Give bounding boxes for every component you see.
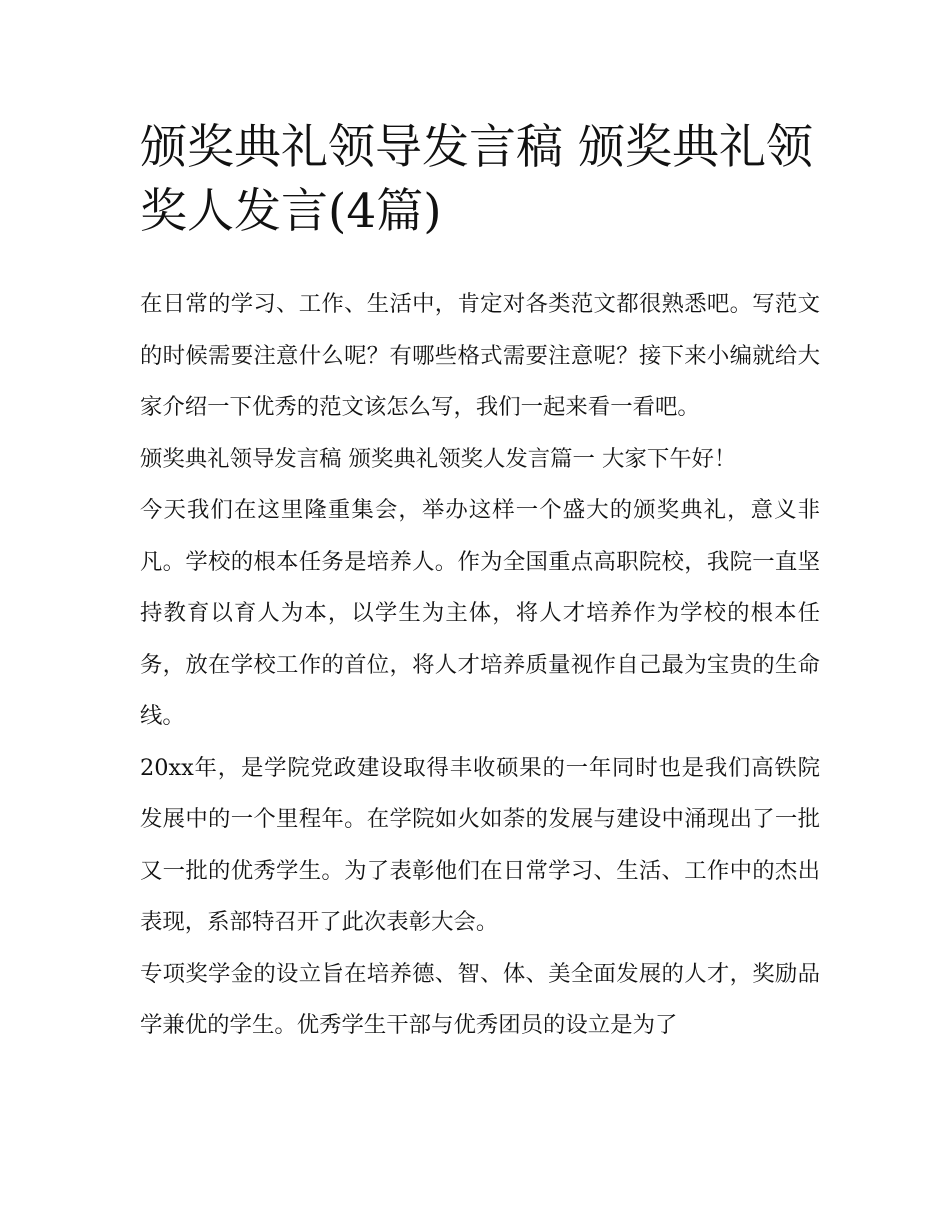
paragraph-significance: 今天我们在这里隆重集会，举办这样一个盛大的颁奖典礼，意义非凡。学校的根本任务是培养人。作为全国重点高职院校，我院一直坚持教育以育人为本，以学生为主体，将人才培养作为学校的根本任务，放在学校工作的首位，将人才培养质量视作自己最为宝贵的生命线。 [140,497,820,729]
document-body [140,279,820,1052]
paragraph-milestone-year: 20xx年，是学院党政建设取得丰收硕果的一年同时也是我们高铁院发展中的一个里程年。在学院如火如荼的发展与建设中涌现出了一批又一批的优秀学生。为了表彰他们在日常学习、生活、工作中的杰出表现，系部特召开了此次表彰大会。 [140,754,820,935]
document-title: 颁奖典礼领导发言稿 颁奖典礼领奖人发言(4篇) [140,120,813,239]
paragraph-section-heading: 颁奖典礼领导发言稿 颁奖典礼领奖人发言篇一 大家下午好！ [140,445,737,472]
paragraph-scholarship: 专项奖学金的设立旨在培养德、智、体、美全面发展的人才，奖励品学兼优的学生。优秀学生干部与优秀团员的设立是为了 [140,960,820,1038]
paragraph-intro: 在日常的学习、工作、生活中，肯定对各类范文都很熟悉吧。写范文的时候需要注意什么呢？有哪些格式需要注意呢？接下来小编就给大家介绍一下优秀的范文该怎么写，我们一起来看一看吧。 [140,291,820,420]
